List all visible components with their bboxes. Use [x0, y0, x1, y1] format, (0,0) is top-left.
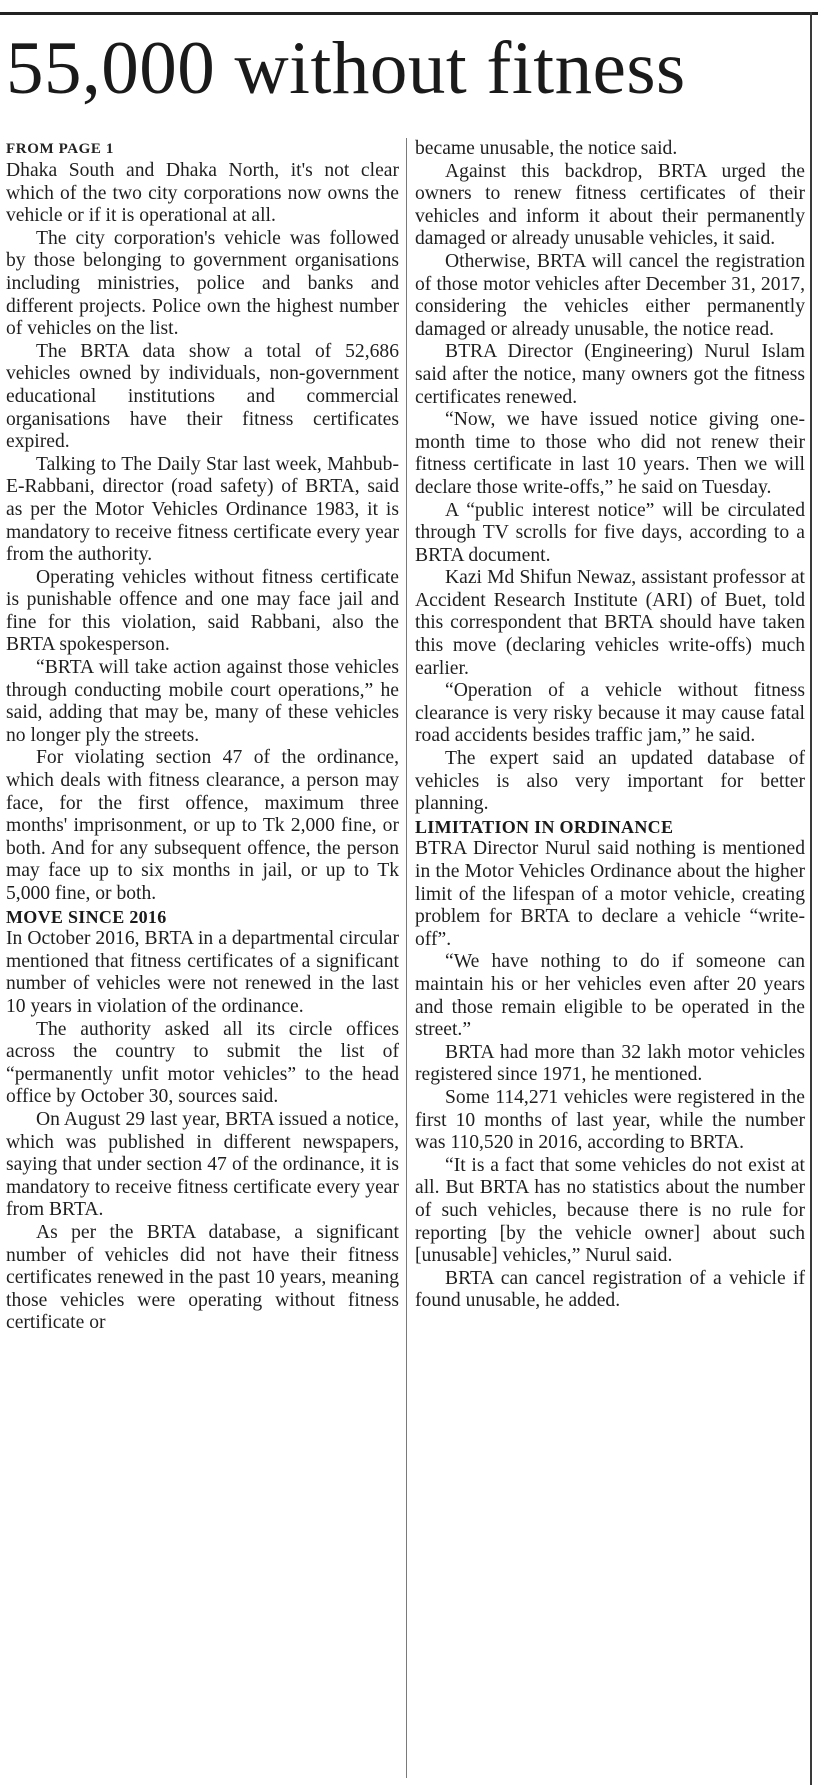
paragraph: In October 2016, BRTA in a departmental circular mentioned that fitness certificates of a significant number of vehicles were not renewed in the last 10 years in violation of the ordinance.	[6, 928, 399, 1017]
paragraph: The city corporation's vehicle was followed by those belonging to government organisations including ministries, police and banks and different projects. Police own the highest number of vehicles on the list.	[6, 227, 399, 340]
paragraph: A “public interest notice” will be circulated through TV scrolls for five days, according to a BRTA document.	[415, 499, 805, 566]
paragraph: “It is a fact that some vehicles do not exist at all. But BRTA has no statistics about the number of such vehicles, because there is no rule for reporting [by the vehicle owner] about such [unusable] vehicles,” Nurul said.	[415, 1154, 805, 1267]
paragraph: The BRTA data show a total of 52,686 vehicles owned by individuals, non-government educational institutions and commercial organisations have their fitness certificates expired.	[6, 340, 399, 453]
paragraph: “We have nothing to do if someone can maintain his or her vehicles even after 20 years and those remain eligible to be operated in the street.”	[415, 951, 805, 1041]
paragraph: Against this backdrop, BRTA urged the owners to renew fitness certificates of their vehicles and inform it about their permanently damaged or already unusable vehicles, it said.	[415, 160, 805, 250]
paragraph: The authority asked all its circle offices across the country to submit the list of “permanently unfit motor vehicles” to the head office by October 30, sources said.	[6, 1018, 399, 1108]
paragraph: For violating section 47 of the ordinance, which deals with fitness clearance, a person may face, for the first offence, maximum three months' imprisonment, or up to Tk 2,000 fine, or both. And for any subsequent offence, the person may face up to six months in jail, or up to Tk 5,000 fine, or both.	[6, 747, 399, 904]
page-edge-rule	[810, 12, 812, 1785]
paragraph: BRTA can cancel registration of a vehicle if found unusable, he added.	[415, 1267, 805, 1312]
paragraph: Talking to The Daily Star last week, Mahbub-E-Rabbani, director (road safety) of BRTA, said as per the Motor Vehicles Ordinance 1983, it is mandatory to receive fitness certificate every year from the authority.	[6, 453, 399, 566]
paragraph: As per the BRTA database, a significant number of vehicles did not have their fitness certificates renewed in the past 10 years, meaning those vehicles were operating without fitness certificate or	[6, 1221, 399, 1334]
article-column-right	[415, 138, 805, 1313]
continuation-kicker: FROM PAGE 1	[6, 141, 114, 157]
paragraph: Operating vehicles without fitness certificate is punishable offence and one may face jail and fine for this violation, said Rabbani, also the BRTA spokesperson.	[6, 566, 399, 656]
paragraph: “BRTA will take action against those vehicles through conducting mobile court operations,” he said, adding that may be, many of these vehicles no longer ply the streets.	[6, 657, 399, 746]
article-column-left	[6, 138, 399, 1335]
paragraph: Otherwise, BRTA will cancel the registration of those motor vehicles after December 31, 2017, considering the vehicles either permanently damaged or already unusable, the notice read.	[415, 250, 805, 340]
headline: 55,000 without fitness	[6, 27, 686, 110]
subheading: MOVE SINCE 2016	[6, 906, 167, 927]
paragraph: BTRA Director Nurul said nothing is mentioned in the Motor Vehicles Ordinance about the higher limit of the lifespan of a motor vehicle, creating problem for BRTA to declare a vehicle “write-off”.	[415, 838, 805, 950]
column-divider	[406, 138, 407, 1778]
subheading: LIMITATION IN ORDINANCE	[415, 816, 674, 837]
paragraph: BRTA had more than 32 lakh motor vehicles registered since 1971, he mentioned.	[415, 1041, 805, 1086]
paragraph: Kazi Md Shifun Newaz, assistant professor at Accident Research Institute (ARI) of Buet, told this correspondent that BRTA should have taken this move (declaring vehicles write-offs) much earlier.	[415, 567, 805, 679]
paragraph: The expert said an updated database of vehicles is also very important for better planning.	[415, 748, 805, 815]
paragraph: Some 114,271 vehicles were registered in the first 10 months of last year, while the number was 110,520 in 2016, according to BRTA.	[415, 1086, 805, 1154]
paragraph: became unusable, the notice said.	[415, 138, 678, 159]
paragraph: “Operation of a vehicle without fitness clearance is very risky because it may cause fatal road accidents besides traffic jam,” he said.	[415, 680, 805, 747]
paragraph: “Now, we have issued notice giving one-month time to those who did not renew their fitness certificate in last 10 years. Then we will declare those write-offs,” he said on Tuesday.	[415, 409, 805, 498]
top-rule	[0, 12, 818, 15]
paragraph: On August 29 last year, BRTA issued a notice, which was published in different newspapers, saying that under section 47 of the ordinance, it is mandatory to receive fitness certificate every year from BRTA.	[6, 1108, 399, 1221]
paragraph: Dhaka South and Dhaka North, it's not clear which of the two city corporations now owns the vehicle or if it is operational at all.	[6, 160, 399, 227]
paragraph: BTRA Director (Engineering) Nurul Islam said after the notice, many owners got the fitness certificates renewed.	[415, 341, 805, 408]
